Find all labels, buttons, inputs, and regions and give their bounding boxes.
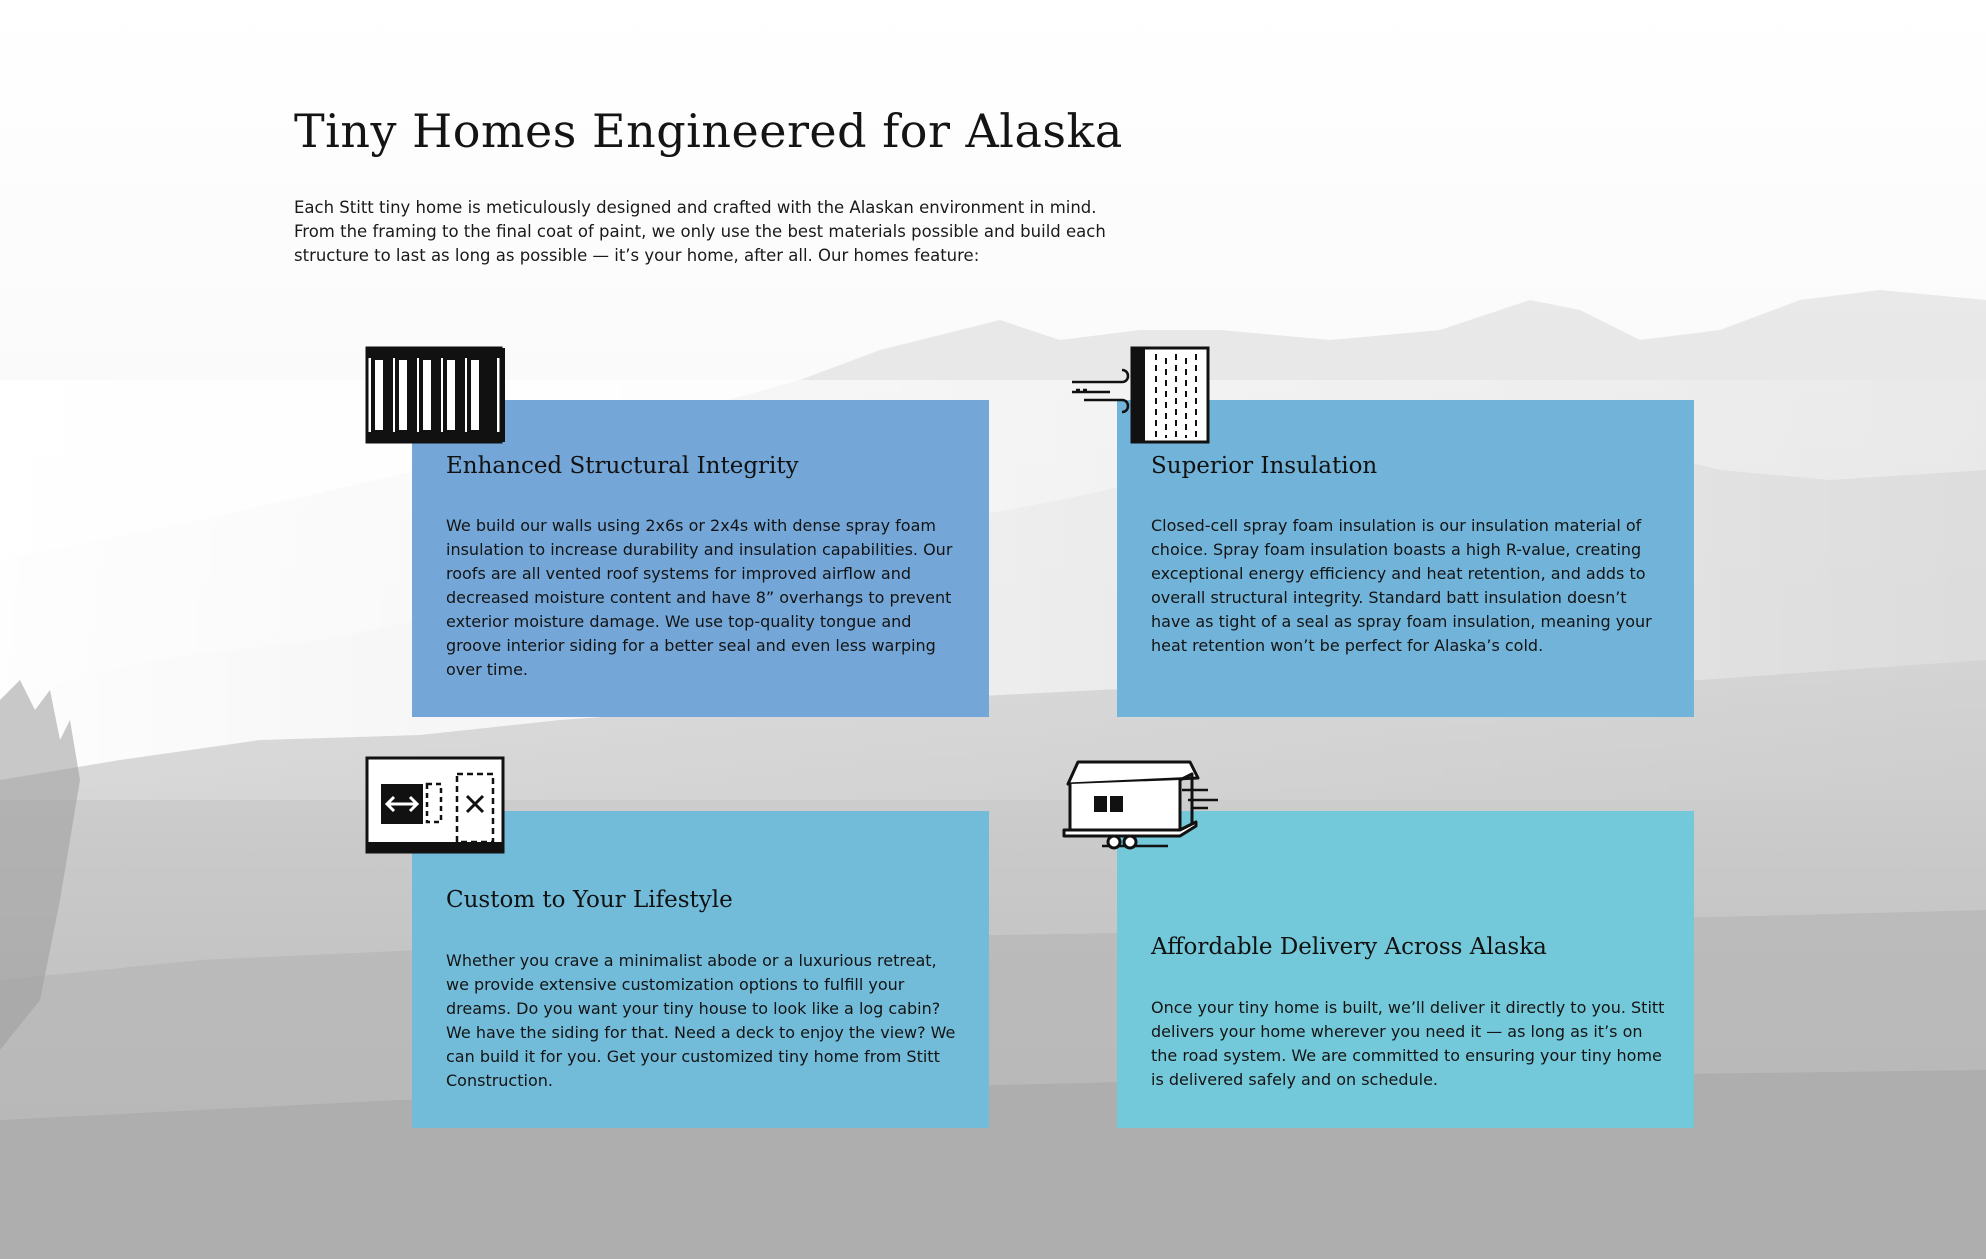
feature-card-lifestyle	[412, 811, 989, 1128]
feature-body: Once your tiny home is built, we’ll deliver it directly to you. Stitt delivers your home wherever you need it — as long as it’s on the road system. We are committed to ensuring your tiny home is delivered safely and on schedule.	[1151, 998, 1665, 1089]
wall-framing-icon	[365, 344, 507, 444]
intro-paragraph: Each Stitt tiny home is meticulously designed and crafted with the Alaskan environment in mind. From the framing to the final coat of paint, we only use the best materials possible and build each structure to last as long as possible — it’s your home, after all. Our homes feature:	[294, 198, 1106, 265]
tiny-house-trailer-icon	[1062, 760, 1222, 856]
feature-card-insulation	[1117, 400, 1694, 717]
insulation-wind-icon	[1070, 344, 1212, 444]
feature-heading: Enhanced Structural Integrity	[446, 453, 799, 479]
resize-layout-icon	[365, 756, 507, 856]
feature-body: Whether you crave a minimalist abode or a luxurious retreat, we provide extensive customization options to fulfill your dreams. Do you want your tiny house to look like a log cabin? We have the siding for that. Need a deck to enjoy the view? We can build it for you. Get your customized tiny home from Stitt Construction.	[446, 951, 956, 1090]
feature-heading: Affordable Delivery Across Alaska	[1151, 934, 1547, 960]
feature-heading: Custom to Your Lifestyle	[446, 887, 733, 913]
feature-card-delivery	[1117, 811, 1694, 1128]
page-title: Tiny Homes Engineered for Alaska	[294, 104, 1123, 158]
feature-body: Closed-cell spray foam insulation is our insulation material of choice. Spray foam insulation boasts a high R-value, creating exceptional energy efficiency and heat retention, and adds to overall structural integrity. Standard batt insulation doesn’t have as tight of a seal as spray foam insulation, meaning your heat retention won’t be perfect for Alaska’s cold.	[1151, 516, 1652, 655]
feature-heading: Superior Insulation	[1151, 453, 1378, 479]
feature-body: We build our walls using 2x6s or 2x4s with dense spray foam insulation to increase durability and insulation capabilities. Our roofs are all vented roof systems for improved airflow and decreased moisture content and have 8” overhangs to prevent exterior moisture damage. We use top-quality tongue and groove interior siding for a better seal and even less warping over time.	[446, 516, 953, 679]
feature-card-structural-integrity	[412, 400, 989, 717]
